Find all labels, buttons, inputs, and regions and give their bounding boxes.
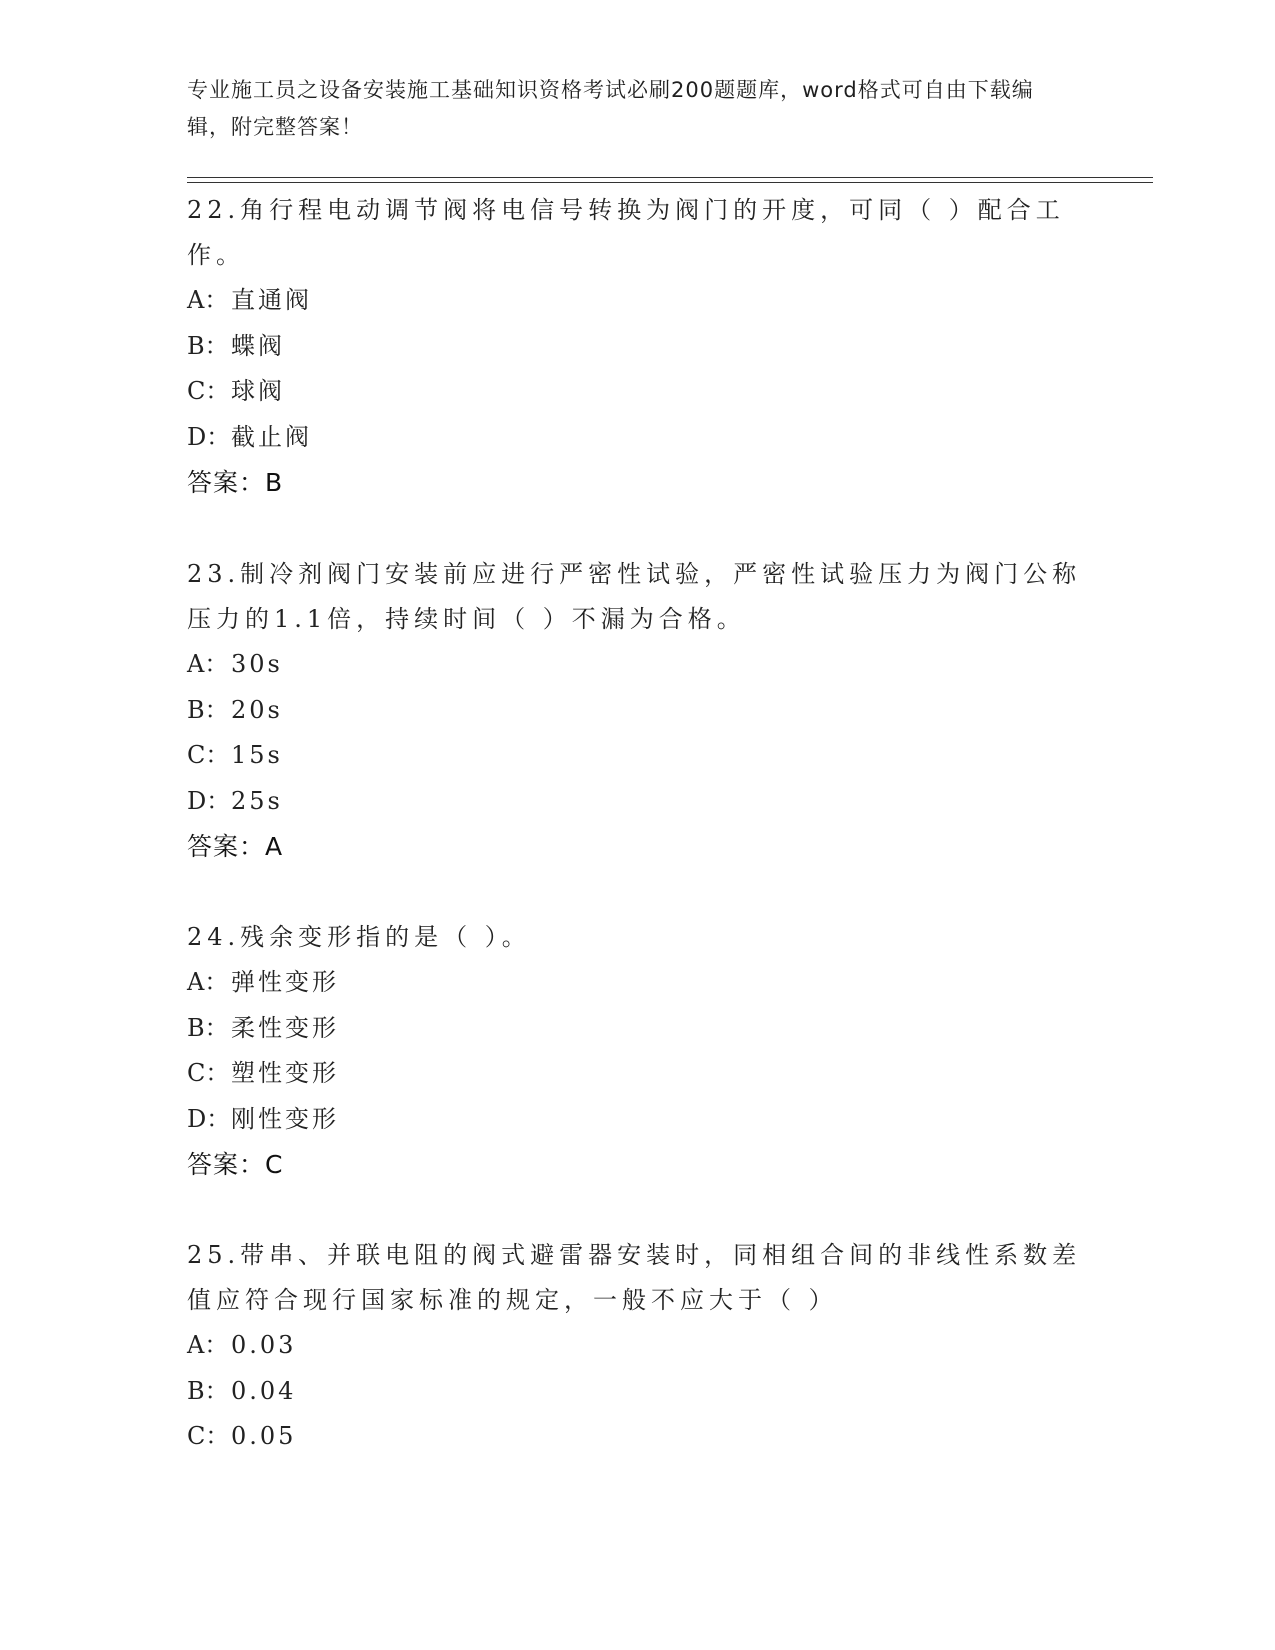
option-text: 0.03 bbox=[231, 1331, 297, 1359]
question-block-24 bbox=[187, 915, 1087, 1187]
answer-line: 答案：A bbox=[187, 832, 284, 861]
option-text: 20s bbox=[231, 695, 283, 724]
question-text: 25.带串、并联电阻的阀式避雷器安装时，同相组合间的非线性系数差值应符合现行国家标准的规定，一般不应大于（ ） bbox=[187, 1241, 1082, 1314]
option-key: D： bbox=[187, 422, 231, 451]
option-key: C： bbox=[187, 1422, 230, 1450]
option-text: 蝶阀 bbox=[231, 331, 285, 360]
option-key: A： bbox=[187, 650, 229, 678]
option-c bbox=[187, 733, 1087, 779]
option-a bbox=[187, 960, 1087, 1006]
option-text: 直通阀 bbox=[231, 286, 312, 314]
option-c bbox=[187, 1414, 1087, 1460]
question-text: 24.残余变形指的是（ ）。 bbox=[187, 923, 531, 951]
option-a bbox=[187, 642, 1087, 688]
option-key: A： bbox=[187, 1331, 229, 1359]
option-b bbox=[187, 688, 1087, 734]
option-c bbox=[187, 1051, 1087, 1097]
option-b bbox=[187, 1006, 1087, 1052]
option-b bbox=[187, 324, 1087, 370]
option-text: 0.04 bbox=[231, 1376, 297, 1405]
option-key: A： bbox=[187, 968, 229, 996]
question-text: 22.角行程电动调节阀将电信号转换为阀门的开度，可同（ ）配合工作。 bbox=[187, 196, 1065, 269]
option-key: C： bbox=[187, 1059, 230, 1087]
option-text: 弹性变形 bbox=[231, 968, 339, 996]
option-text: 塑性变形 bbox=[231, 1059, 339, 1087]
option-text: 25s bbox=[231, 786, 283, 815]
option-b bbox=[187, 1369, 1087, 1415]
option-d bbox=[187, 415, 1087, 461]
question-text: 23.制冷剂阀门安装前应进行严密性试验，严密性试验压力为阀门公称压力的1.1倍，持续时间（ ）不漏为合格。 bbox=[187, 560, 1082, 633]
option-text: 0.05 bbox=[231, 1422, 297, 1450]
option-d bbox=[187, 779, 1087, 825]
option-text: 柔性变形 bbox=[231, 1013, 339, 1042]
option-d bbox=[187, 1097, 1087, 1143]
answer-line: 答案：C bbox=[187, 1150, 284, 1179]
option-key: D： bbox=[187, 1104, 231, 1133]
option-text: 15s bbox=[231, 741, 283, 769]
option-key: B： bbox=[187, 695, 229, 724]
option-c bbox=[187, 369, 1087, 415]
option-text: 刚性变形 bbox=[231, 1104, 339, 1133]
option-key: D： bbox=[187, 786, 231, 815]
option-key: B： bbox=[187, 1376, 229, 1405]
question-block-22 bbox=[187, 188, 1087, 505]
question-block-23 bbox=[187, 552, 1087, 869]
option-a bbox=[187, 1323, 1087, 1369]
option-key: C： bbox=[187, 741, 230, 769]
option-text: 球阀 bbox=[231, 377, 285, 405]
option-key: C： bbox=[187, 377, 230, 405]
header-divider-top bbox=[187, 177, 1153, 178]
option-text: 截止阀 bbox=[231, 422, 312, 451]
header-divider-bottom bbox=[187, 182, 1153, 183]
option-key: B： bbox=[187, 331, 229, 360]
option-key: B： bbox=[187, 1013, 229, 1042]
question-block-25 bbox=[187, 1233, 1087, 1460]
document-header: 专业施工员之设备安装施工基础知识资格考试必刷200题题库，word格式可自由下载编辑，附完整答案！ bbox=[187, 78, 1034, 139]
answer-line: 答案：B bbox=[187, 468, 284, 497]
option-key: A： bbox=[187, 286, 229, 314]
option-text: 30s bbox=[231, 650, 283, 678]
option-a bbox=[187, 278, 1087, 324]
